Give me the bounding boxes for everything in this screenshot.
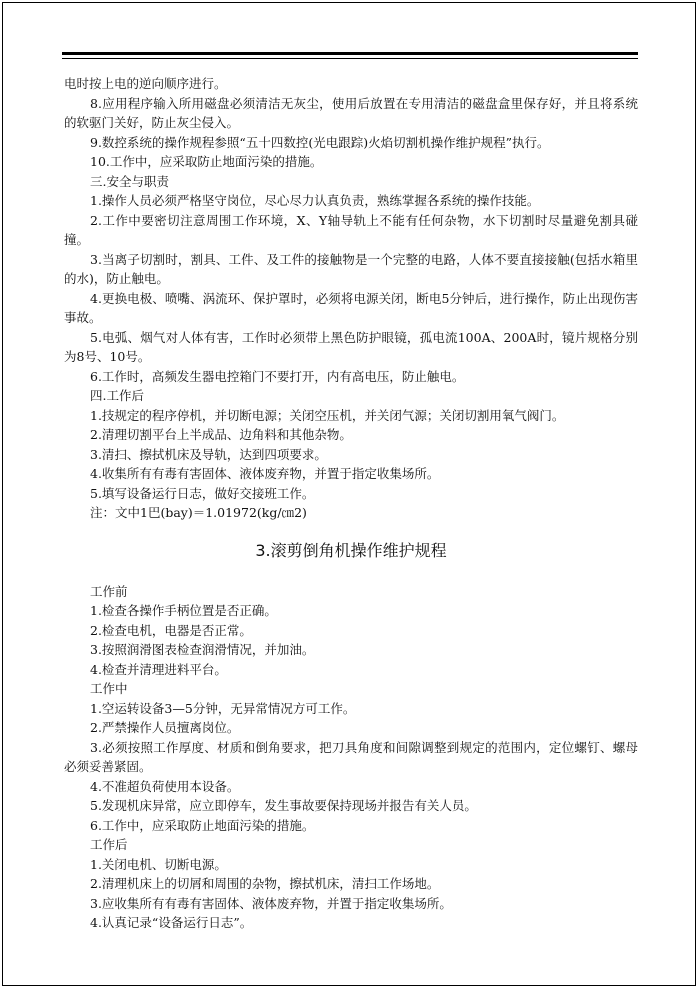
paragraph: 工作前 [90,583,128,599]
paragraph: 四.工作后 [90,388,144,403]
paragraph: 2.严禁操作人员擅离岗位。 [90,720,240,735]
paragraph: 6.工作时，高频发生器电控箱门不要打开，内有高电压，防止触电。 [90,368,465,384]
paragraph: 注：文中1巴(bay)＝1.01972(kg/㎝2) [90,505,307,520]
paragraph: 3.当离子切割时，割具、工件、及工件的接触物是一个完整的电路，人体不要直接接触(包括水箱里的水)，防止触电。 [64,251,638,286]
paragraph: 5.填写设备运行日志，做好交接班工作。 [90,485,315,501]
paragraph: 4.不准超负荷使用本设备。 [90,778,240,794]
paragraph: 5.发现机床异常，应立即停车，发生事故要保持现场并报告有关人员。 [90,798,477,813]
header-rule-thick [62,52,638,55]
paragraph: 3.必须按照工作厚度、材质和倒角要求，把刀具角度和间隙调整到规定的范围内，定位螺钉、螺母必须妥善紧固。 [64,739,638,774]
paragraph: 1.检查各操作手柄位置是否正确。 [90,603,277,618]
paragraph: 工作中 [90,681,128,696]
paragraph: 3.应收集所有有毒有害固体、液体废弃物，并置于指定收集场所。 [90,895,452,911]
paragraph: 2.清理切割平台上半成品、边角料和其他杂物。 [90,427,352,442]
section-chamfering-machine-rules [64,582,638,933]
paragraph: 1.空运转设备3—5分钟，无异常情况方可工作。 [90,700,356,716]
header-rule-thin [62,58,638,59]
paragraph: 1.关闭电机、切断电源。 [90,856,227,872]
section-heading: 3.滚剪倒角机操作维护规程 [255,540,447,560]
paragraph: 4.收集所有有毒有害固体、液体废弃物，并置于指定收集场所。 [90,466,440,481]
paragraph: 10.工作中，应采取防止地面污染的措施。 [90,154,323,169]
paragraph: 2.检查电机，电器是否正常。 [90,622,252,638]
paragraph: 4.更换电极、喷嘴、涡流环、保护罩时，必须将电源关闭，断电5分钟后，进行操作，防止出现伤害事故。 [64,290,638,325]
section-safety-and-after-work [64,74,638,523]
paragraph: 三.安全与职责 [90,173,169,189]
paragraph: 8.应用程序输入所用磁盘必须清洁无灰尘，使用后放置在专用清洁的磁盘盒里保存好，并且将系统的软驱门关好，防止灰尘侵入。 [64,95,638,130]
paragraph: 工作后 [90,837,128,852]
paragraph: 3.按照润滑图表检查润滑情况，并加油。 [90,642,315,657]
paragraph: 4.认真记录“设备运行日志”。 [90,915,253,930]
paragraph: 5.电弧、烟气对人体有害，工作时必须带上黑色防护眼镜，孤电流100A、200A时，镜片规格分别为8号、10号。 [64,329,638,364]
paragraph: 电时按上电的逆向顺序进行。 [64,76,227,91]
paragraph: 2.工作中要密切注意周围工作环境，X、Y轴导轨上不能有任何杂物，水下切割时尽量避免割具碰撞。 [64,212,638,247]
paragraph: 1.操作人员必须严格坚守岗位，尽心尽力认真负责，熟练掌握各系统的操作技能。 [90,193,540,208]
paragraph: 3.清扫、擦拭机床及导轨，达到四项要求。 [90,446,327,462]
paragraph: 6.工作中，应采取防止地面污染的措施。 [90,817,315,833]
paragraph: 2.清理机床上的切屑和周围的杂物，擦拭机床，清扫工作场地。 [90,876,440,891]
paragraph: 4.检查并清理进料平台。 [90,661,227,677]
document-body [64,74,638,933]
paragraph: 9.数控系统的操作规程参照“五十四数控(光电跟踪)火焰切割机操作维护规程”执行。 [90,134,550,150]
paragraph: 1.技规定的程序停机，并切断电源；关闭空压机，并关闭气源；关闭切割用氧气阀门。 [90,407,565,423]
